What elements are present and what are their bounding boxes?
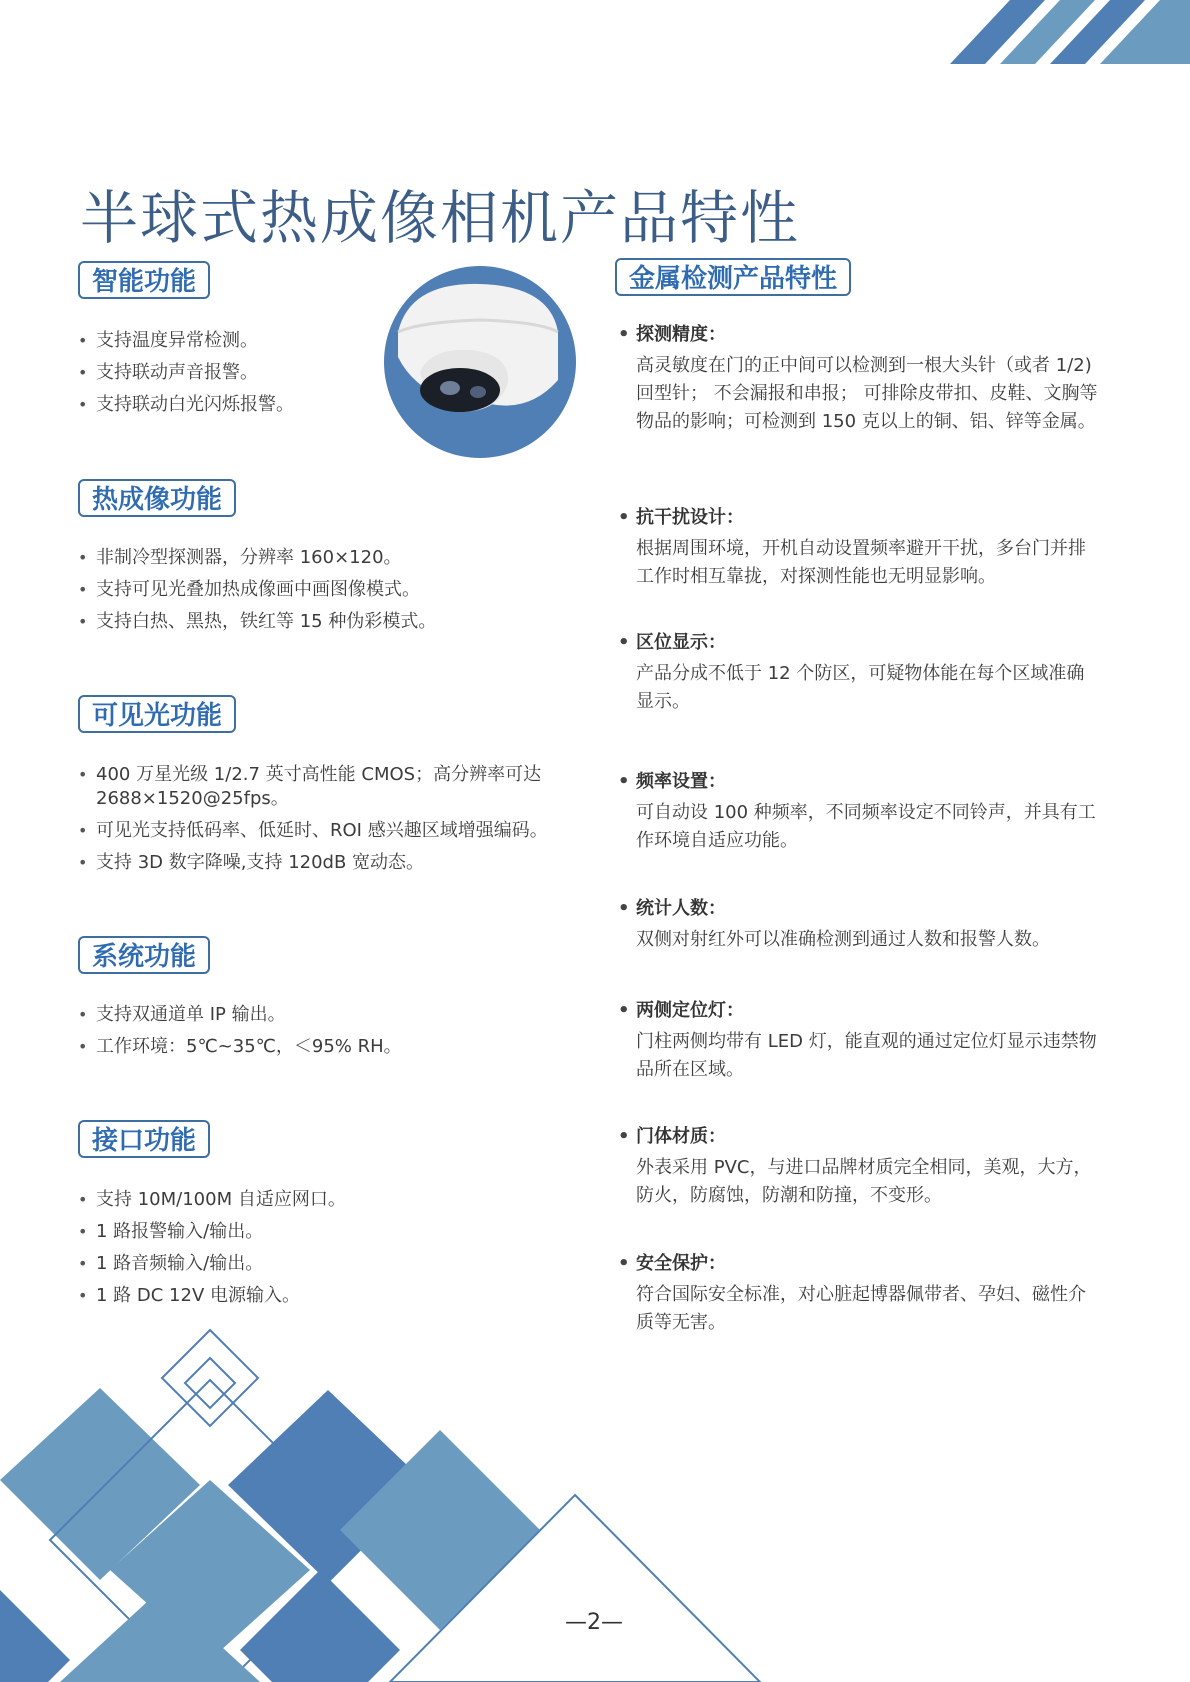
list-item: • 支持 10M/100M 自适应网口。 bbox=[78, 1188, 578, 1212]
feature-title: • 频率设置： bbox=[618, 769, 1098, 795]
section-heading-smart: 智能功能 bbox=[78, 261, 210, 299]
list-item: • 支持联动声音报警。 bbox=[78, 361, 408, 385]
section-heading-visible: 可见光功能 bbox=[78, 695, 236, 733]
feature-description: 双侧对射红外可以准确检测到通过人数和报警人数。 bbox=[636, 929, 1050, 950]
list-item: • 支持联动白光闪烁报警。 bbox=[78, 393, 408, 417]
list-item: • 400 万星光级 1/2.7 英寸高性能 CMOS；高分辨率可达 2688×1520@25fps。 bbox=[78, 763, 568, 811]
feature-title: • 统计人数： bbox=[618, 896, 1098, 922]
list-item: • 工作环境：5℃~35℃，＜95% RH。 bbox=[78, 1035, 578, 1059]
feature-description: 产品分成不低于 12 个防区，可疑物体能在每个区域准确显示。 bbox=[636, 663, 1085, 712]
top-stripes-decoration bbox=[0, 0, 1190, 70]
list-item: • 1 路音频输入/输出。 bbox=[78, 1252, 578, 1276]
feature-title: • 两侧定位灯： bbox=[618, 998, 1098, 1024]
section-heading-system: 系统功能 bbox=[78, 936, 210, 974]
feature-title: • 安全保护： bbox=[618, 1251, 1098, 1277]
feature-description: 符合国际安全标准，对心脏起博器佩带者、孕妇、磁性介质等无害。 bbox=[636, 1284, 1086, 1333]
system-feature-list bbox=[78, 1003, 578, 1067]
list-item: • 可见光支持低码率、低延时、ROI 感兴趣区域增强编码。 bbox=[78, 819, 568, 843]
feature-description: 门柱两侧均带有 LED 灯，能直观的通过定位灯显示违禁物品所在区域。 bbox=[636, 1031, 1097, 1080]
interface-feature-list bbox=[78, 1188, 578, 1316]
list-item: • 非制冷型探测器，分辨率 160×120。 bbox=[78, 546, 578, 570]
list-item: • 1 路报警输入/输出。 bbox=[78, 1220, 578, 1244]
feature-description: 可自动设 100 种频率，不同频率设定不同铃声，并具有工作环境自适应功能。 bbox=[636, 802, 1096, 851]
feature-title: • 区位显示： bbox=[618, 630, 1098, 656]
bottom-diamond-decoration bbox=[0, 1320, 800, 1682]
page-title: 半球式热成像相机产品特性 bbox=[80, 183, 801, 252]
smart-feature-list bbox=[78, 329, 408, 425]
metal-feature-item bbox=[618, 505, 1098, 591]
section-heading-metal-detection: 金属检测产品特性 bbox=[615, 258, 851, 296]
feature-description: 外表采用 PVC，与进口品牌材质完全相同，美观，大方，防火，防腐蚀，防潮和防撞，不变形。 bbox=[636, 1157, 1092, 1206]
metal-feature-item bbox=[618, 896, 1098, 954]
page-number: —2— bbox=[565, 1610, 623, 1635]
list-item: • 支持 3D 数字降噪,支持 120dB 宽动态。 bbox=[78, 851, 568, 875]
feature-description: 高灵敏度在门的正中间可以检测到一根大头针（或者 1/2) 回型针； 不会漏报和串报； 可排除皮带扣、皮鞋、文胸等物品的影响；可检测到 150 克以上的铜、铝、锌等金属。 bbox=[636, 355, 1098, 432]
feature-title: • 抗干扰设计： bbox=[618, 505, 1098, 531]
list-item: • 支持温度异常检测。 bbox=[78, 329, 408, 353]
section-heading-thermal: 热成像功能 bbox=[78, 479, 236, 517]
camera-product-image bbox=[380, 262, 580, 462]
metal-feature-item bbox=[618, 1124, 1098, 1210]
list-item: • 支持可见光叠加热成像画中画图像模式。 bbox=[78, 578, 578, 602]
feature-title: • 探测精度： bbox=[618, 322, 1098, 348]
thermal-feature-list bbox=[78, 546, 578, 642]
list-item: • 支持双通道单 IP 输出。 bbox=[78, 1003, 578, 1027]
feature-title: • 门体材质： bbox=[618, 1124, 1098, 1150]
metal-feature-item bbox=[618, 630, 1098, 716]
metal-feature-item bbox=[618, 998, 1098, 1084]
metal-feature-item bbox=[618, 769, 1098, 855]
feature-description: 根据周围环境，开机自动设置频率避开干扰，多台门并排工作时相互靠拢，对探测性能也无明显影响。 bbox=[636, 538, 1086, 587]
list-item: • 1 路 DC 12V 电源输入。 bbox=[78, 1284, 578, 1308]
metal-feature-item bbox=[618, 322, 1098, 436]
list-item: • 支持白热、黑热，铁红等 15 种伪彩模式。 bbox=[78, 610, 578, 634]
visible-feature-list bbox=[78, 763, 568, 883]
section-heading-interface: 接口功能 bbox=[78, 1120, 210, 1158]
